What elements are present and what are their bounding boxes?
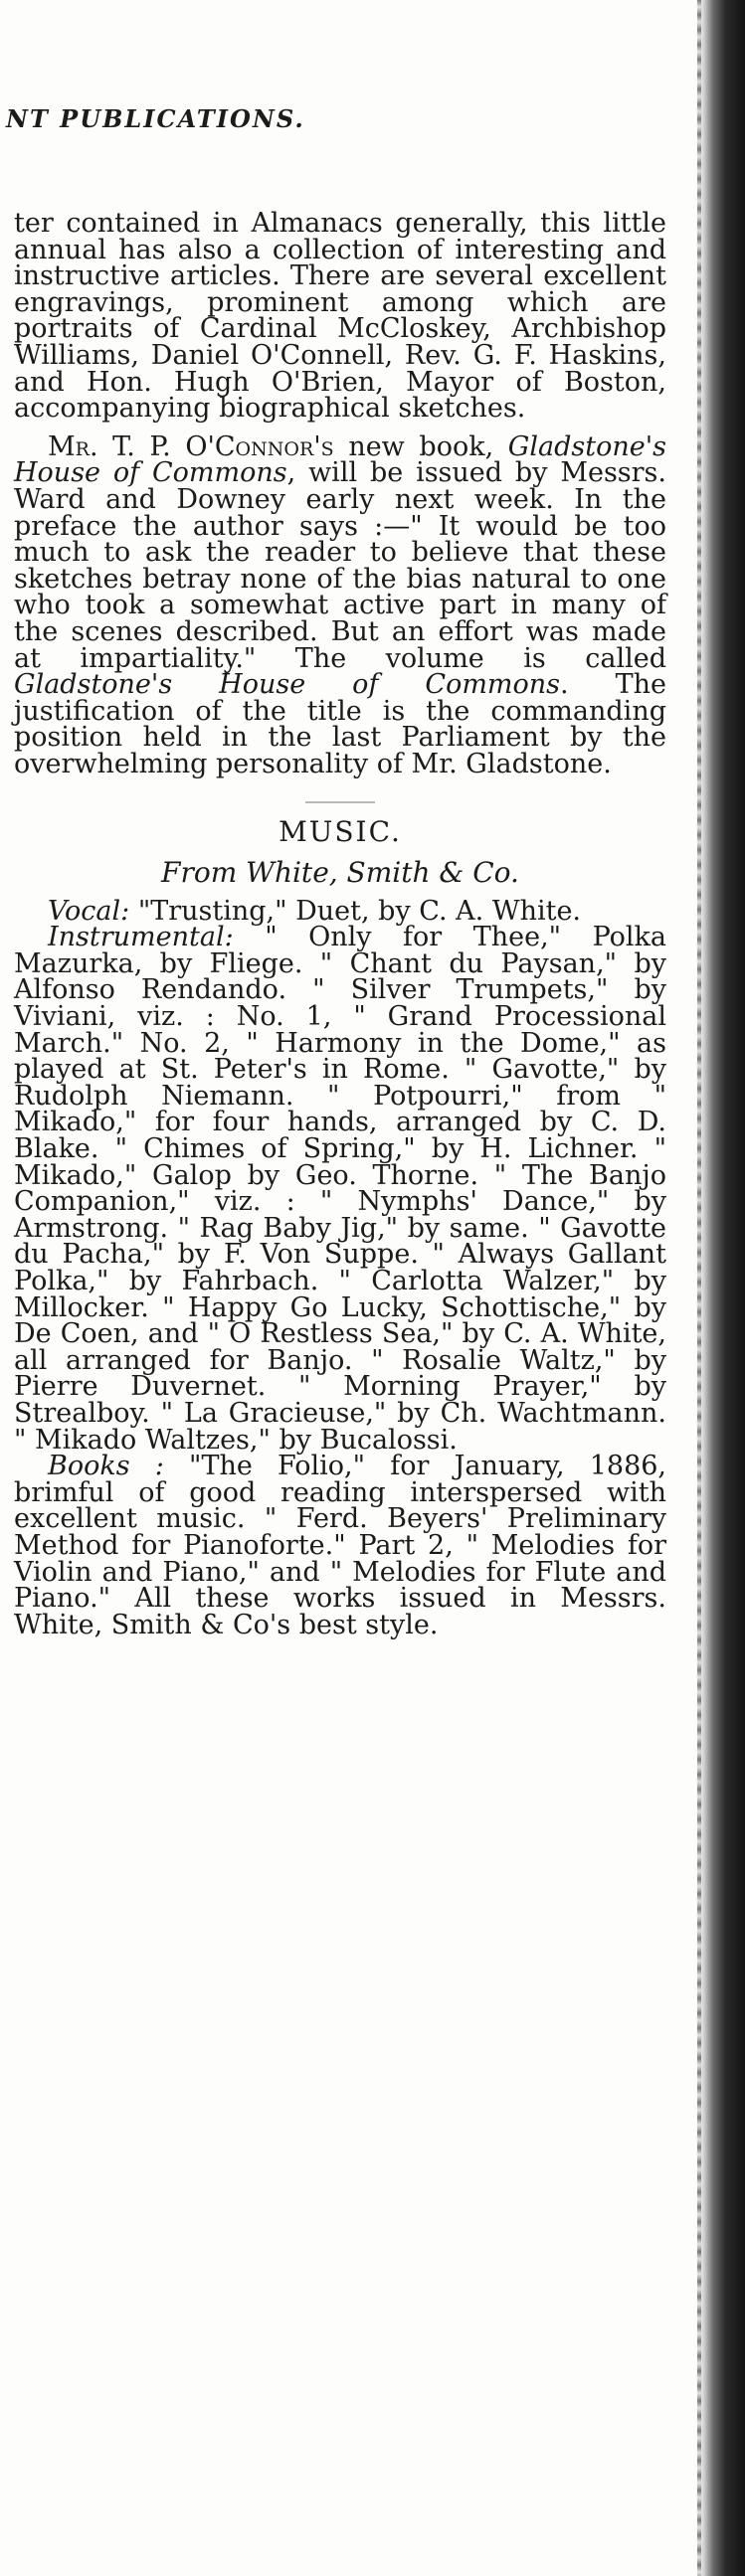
oconnor-text-2: , will be issued by Messrs. Ward and Downey early next week. In the preface the author says :—" It would be too much to ask the reader to believe that these sketches betray none of the bias natural to one who took a somewhat active part in many of the scenes described. But an effort was made at impartiality." The volume is called: [14, 457, 667, 674]
vocal-text: "Trusting," Duet, by C. A. White.: [129, 895, 582, 927]
paragraph-almanac: ter contained in Almanacs generally, this little annual has also a collection of interesting and instructive articles. There are several excellent engravings, prominent among which are portraits of Cardinal McCloskey, Archbishop Williams, Daniel O'Connell, Rev. G. F. Haskins, and Hon. Hugh O'Brien, Mayor of Boston, accompanying biographical sketches.: [14, 208, 666, 425]
book-title: Gladstone's House of Commons: [14, 430, 666, 489]
section-divider: [305, 801, 375, 803]
paragraph-books: [14, 1451, 667, 1640]
instrumental-label: Instrumental:: [48, 922, 234, 953]
books-label: Books :: [48, 1451, 164, 1482]
section-subheading-publisher: From White, Smith & Co.: [161, 856, 519, 890]
text-column: [14, 208, 667, 1640]
page-edge: [697, 0, 701, 2576]
instrumental-text: " Only for Thee," Polka Mazurka, by Fliege. " Chant du Paysan," by Alfonso Rendando. " Silver Trumpets," by Viviani, viz. : No. 1, " Grand Processional March." No. 2, " Harmony in the Dome," as played at St. Peter's in Rome. " Gavotte," by Rudolph Niemann. " Potpourri," from " Mikado," for four hands, arranged by C. D. Blake. " Chimes of Spring," by H. Lichner. " Mikado," Galop by Geo. Thorne. " The Banjo Companion," viz. : " Nymphs' Dance," by Armstrong. " Rag Baby Jig," by same. " Gavotte du Pacha," by F. Von Suppe. " Always Gallant Polka," by Fahrbach. " Carlotta Walzer," by Millocker. " Happy Go Lucky, Schottische," by De Coen, and " O Restless Sea," by C. A. White, all arranged for Banjo. " Rosalie Waltz," by Pierre Duvernet. " Morning Prayer," by Strealboy. " La Gracieuse," by Ch. Wachtmann. " Mikado Waltzes," by Bucalossi.: [14, 922, 666, 1456]
paragraph-vocal: [14, 895, 666, 927]
running-head: NT PUBLICATIONS.: [6, 104, 305, 133]
books-text: "The Folio," for January, 1886, brimful of good reading interspersed with excellent music. " Ferd. Beyers' Preliminary Method for Pianoforte." Part 2, " Melodies for Violin and Piano," and " Melodies for Flute and Piano." All these works issued in Messrs. White, Smith & Co's best style.: [14, 1451, 667, 1640]
book-title-repeat: Gladstone's House of Commons: [14, 669, 561, 701]
book-spine-shadow: [695, 0, 745, 2576]
oconnor-text-1: new book,: [333, 430, 508, 462]
oconnor-text-3: . The justification of the title is the commanding position held in the last Parliament by the overwhelming personality of Mr. Gladstone.: [14, 669, 666, 779]
paragraph-oconnor: [14, 430, 667, 779]
author-name: Mr. T. P. O'Connor's: [48, 430, 334, 462]
vocal-label: Vocal:: [48, 895, 130, 927]
paragraph-instrumental: [14, 922, 666, 1456]
section-heading-music: MUSIC.: [279, 815, 402, 849]
